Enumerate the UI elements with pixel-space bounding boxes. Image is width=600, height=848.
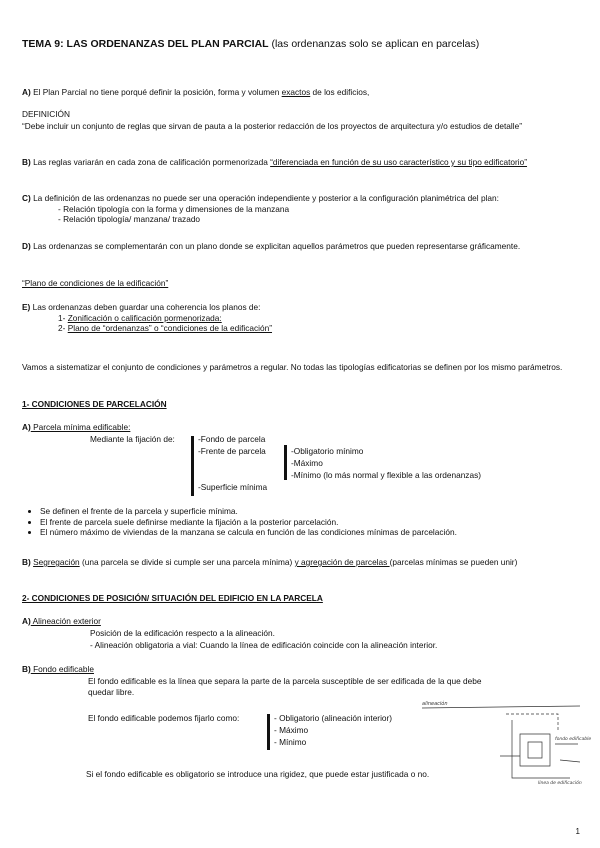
paragraph-a — [22, 87, 578, 98]
sketch-label: fondo edificable — [555, 737, 592, 742]
section-1-b — [22, 557, 578, 568]
page-number: 1 — [575, 827, 580, 836]
fondo-option: - Máximo — [274, 725, 309, 735]
sketch-label: línea de edificación — [538, 781, 582, 786]
section-2-heading — [22, 593, 578, 604]
marker-a: A) — [22, 87, 31, 97]
paragraph-b-text: Las reglas variarán en cada zona de calificación pormenorizada — [30, 157, 271, 167]
fondo-sketch-illustration — [420, 700, 592, 790]
fondo-option: - Obligatorio (alineación interior) — [274, 713, 393, 723]
fondo-lead: El fondo edificable podemos fijarlo como: — [88, 713, 240, 723]
sketch-line — [506, 714, 558, 730]
item-text: Plano de “ordenanzas” o “condiciones de la edificación” — [67, 323, 273, 334]
bracket-bar — [191, 436, 194, 496]
sketch-label: alineación — [422, 701, 448, 707]
option-frente: -Frente de parcela — [198, 446, 266, 456]
section-1-heading-text: 1- CONDICIONES DE PARCELACIÓN — [22, 399, 167, 409]
paragraph-c — [22, 193, 578, 225]
agregacion-text: (parcelas mínimas se pueden unir) — [389, 557, 518, 567]
marker-1a: A) — [22, 422, 31, 432]
option-superficie: -Superficie mínima — [198, 482, 268, 492]
marker-c: C) — [22, 193, 31, 203]
sub-option: -Máximo — [291, 458, 323, 468]
paragraph-b — [22, 157, 578, 168]
item-number: 2- — [58, 323, 68, 334]
paragraph-e — [22, 302, 578, 334]
segregacion-term: Segregación — [33, 557, 80, 567]
paragraph-e-item — [22, 323, 578, 334]
paragraph-e-text: Las ordenanzas deben guardar una coherencia los planos de: — [30, 302, 261, 312]
sub-option: -Mínimo (lo más normal y flexible a las ordenanzas) — [291, 470, 481, 480]
title-bold: TEMA 9: LAS ORDENANZAS DEL PLAN PARCIAL — [22, 38, 269, 50]
paragraph-c-item: - Relación tipología con la forma y dimensiones de la manzana — [58, 203, 290, 214]
sketch-line — [560, 760, 580, 762]
section-1-bullets — [22, 506, 578, 538]
section-1-a-title-text: Parcela mínima edificable: — [30, 422, 131, 432]
section-1-heading — [22, 399, 578, 410]
section-2-heading-text: 2- CONDICIONES DE POSICIÓN/ SITUACIÓN DEL EDIFICIO EN LA PARCELA — [22, 593, 323, 603]
paragraph-a-end: de los edificios, — [310, 87, 370, 97]
marker-e: E) — [22, 302, 31, 312]
sketch-line — [528, 742, 542, 758]
fondo-option: - Mínimo — [274, 737, 307, 747]
marker-b: B) — [22, 157, 31, 167]
paragraph-d-text: Las ordenanzas se complementarán con un plano donde se explicitan aquellos parámetros que pueden representarse gráficamente. — [30, 241, 521, 251]
bullet-item: • Se definen el frente de la parcela y superficie mínima. — [40, 506, 578, 517]
paragraph-b-underlined: “diferenciada en función de su uso característico y su tipo edificatorio” — [270, 157, 528, 167]
fondo-conclusion: Si el fondo edificable es obligatorio se introduce una rigidez, que puede estar justificada o no. — [86, 769, 430, 779]
paragraph-a-text: El Plan Parcial no tiene porqué definir la posición, forma y volumen — [30, 87, 282, 97]
marker-1b: B) — [22, 557, 31, 567]
section-2-b-title-text: Fondo edificable — [30, 664, 94, 674]
bracket-bar — [284, 445, 287, 480]
definition-label: DEFINICIÓN — [22, 109, 70, 119]
definition-text: “Debe incluir un conjunto de reglas que sirvan de pauta a la posterior redacción de los proyectos de arquitectura y/o estudios de detalle” — [22, 121, 522, 131]
section-2-a-title-text: Alineación exterior — [30, 616, 101, 626]
paragraph-c-item: - Relación tipología/ manzana/ trazado — [58, 214, 201, 225]
alineacion-line: - Alineación obligatoria a vial: Cuando la línea de edificación coincide con la alineación interior. — [90, 640, 438, 650]
sketch-line — [512, 720, 570, 778]
option-fondo: -Fondo de parcela — [198, 434, 266, 444]
marker-2a: A) — [22, 616, 31, 626]
section-1-a-title — [22, 422, 578, 433]
plano-condiciones-text: “Plano de condiciones de la edificación” — [22, 278, 169, 288]
bracket-bar — [267, 714, 270, 750]
section-2-b-title — [22, 664, 578, 675]
paragraph-e-item — [22, 313, 578, 324]
plano-condiciones — [22, 278, 578, 289]
item-number: 1- — [58, 312, 68, 323]
fondo-definition: El fondo edificable es la línea que separa la parte de la parcela susceptible de ser edificada de la que debe quedar libre. — [88, 676, 482, 697]
sub-option: -Obligatorio mínimo — [291, 446, 364, 456]
page-title — [22, 38, 578, 51]
paragraph-c-text: La definición de las ordenanzas no puede ser una operación independiente y posterior a la configuración planimétrica del plan: — [30, 193, 499, 203]
title-rest: (las ordenanzas solo se aplican en parcelas) — [268, 38, 480, 50]
segregacion-text: (una parcela se divide si cumple ser una parcela mínima) — [79, 557, 295, 567]
bullet-item: • El frente de parcela suele definirse mediante la fijación a la posterior parcelación. — [40, 517, 578, 528]
agregacion-term: y agregación de parcelas — [294, 557, 390, 567]
bullet-item: • El número máximo de viviendas de la manzana se calcula en función de las condiciones mínimas de parcelación. — [40, 527, 578, 538]
sketch-line — [520, 734, 550, 766]
section-2-a-title — [22, 616, 578, 627]
paragraph-d — [22, 241, 578, 252]
intro-paragraph: Vamos a sistematizar el conjunto de condiciones y parámetros a regular. No todas las tipologías edificatorias se definen por los mismo parámetros. — [22, 362, 563, 372]
alineacion-line: Posición de la edificación respecto a la alineación. — [90, 628, 275, 638]
fijacion-lead: Mediante la fijación de: — [90, 434, 175, 444]
paragraph-a-underlined: exactos — [281, 87, 311, 97]
marker-d: D) — [22, 241, 31, 251]
item-text: Zonificación o calificación pormenorizada: — [67, 312, 222, 323]
marker-2b: B) — [22, 664, 31, 674]
